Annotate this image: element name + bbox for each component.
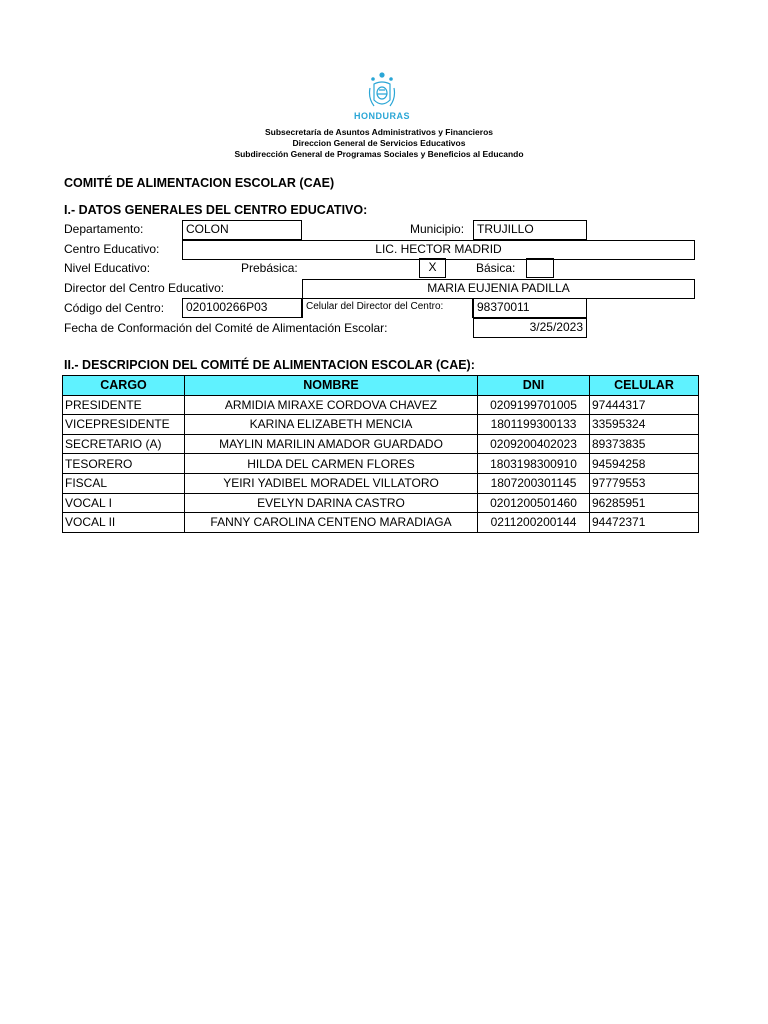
cargo-cell: VOCAL I	[63, 493, 185, 513]
cargo-cell: FISCAL	[63, 473, 185, 493]
celular-cell: 97779553	[590, 473, 699, 493]
table-row	[63, 434, 699, 454]
centro-field: LIC. HECTOR MADRID	[182, 240, 695, 260]
table-header-row	[63, 376, 699, 396]
dni-cell: 1803198300910	[478, 454, 590, 474]
fecha-field: 3/25/2023	[473, 318, 587, 338]
departamento-field: COLON	[182, 220, 302, 240]
nombre-cell: MAYLIN MARILIN AMADOR GUARDADO	[185, 434, 478, 454]
table-row	[63, 473, 699, 493]
cae-members-table	[62, 375, 699, 533]
basica-label: Básica:	[476, 261, 516, 275]
header-line-2: Direccion General de Servicios Educativos	[292, 138, 466, 148]
nombre-cell: YEIRI YADIBEL MORADEL VILLATORO	[185, 473, 478, 493]
fecha-label: Fecha de Conformación del Comité de Alimentación Escolar:	[64, 321, 388, 335]
director-label: Director del Centro Educativo:	[64, 281, 225, 295]
header-line-3: Subdirección General de Programas Sociales y Beneficios al Educando	[234, 149, 524, 159]
dni-cell: 0211200200144	[478, 513, 590, 533]
country-name: HONDURAS	[353, 111, 410, 121]
document-title: COMITÉ DE ALIMENTACION ESCOLAR (CAE)	[64, 176, 335, 190]
celular-cell: 94472371	[590, 513, 699, 533]
column-header-celular: CELULAR	[590, 376, 699, 396]
celular-director-label: Celular del Director del Centro:	[302, 298, 473, 318]
column-header-nombre: NOMBRE	[185, 376, 478, 396]
nombre-cell: HILDA DEL CARMEN FLORES	[185, 454, 478, 474]
nivel-label: Nivel Educativo:	[64, 261, 151, 275]
celular-director-field: 98370011	[473, 298, 587, 318]
celular-cell: 97444317	[590, 395, 699, 415]
dni-cell: 0209200402023	[478, 434, 590, 454]
municipio-field: TRUJILLO	[473, 220, 587, 240]
codigo-label: Código del Centro:	[64, 301, 165, 315]
table-row	[63, 493, 699, 513]
cargo-cell: SECRETARIO (A)	[63, 434, 185, 454]
column-header-cargo: CARGO	[63, 376, 185, 396]
cargo-cell: VICEPRESIDENTE	[63, 415, 185, 435]
centro-label: Centro Educativo:	[64, 242, 160, 256]
table-row	[63, 513, 699, 533]
nombre-cell: KARINA ELIZABETH MENCIA	[185, 415, 478, 435]
celular-cell: 89373835	[590, 434, 699, 454]
cargo-cell: VOCAL II	[63, 513, 185, 533]
dni-cell: 1801199300133	[478, 415, 590, 435]
cargo-cell: PRESIDENTE	[63, 395, 185, 415]
nombre-cell: EVELYN DARINA CASTRO	[185, 493, 478, 513]
dni-cell: 0209199701005	[478, 395, 590, 415]
celular-cell: 94594258	[590, 454, 699, 474]
table-row	[63, 454, 699, 474]
celular-cell: 33595324	[590, 415, 699, 435]
prebasica-label: Prebásica:	[241, 261, 298, 275]
celular-cell: 96285951	[590, 493, 699, 513]
cargo-cell: TESORERO	[63, 454, 185, 474]
prebasica-checkbox: X	[419, 258, 446, 278]
basica-checkbox	[526, 258, 554, 278]
table-row	[63, 415, 699, 435]
honduras-coat-of-arms-icon	[362, 70, 402, 114]
nombre-cell: ARMIDIA MIRAXE CORDOVA CHAVEZ	[185, 395, 478, 415]
table-row	[63, 395, 699, 415]
director-field: MARIA EUJENIA PADILLA	[302, 279, 695, 299]
section1-heading: I.- DATOS GENERALES DEL CENTRO EDUCATIVO:	[64, 203, 368, 217]
dni-cell: 0201200501460	[478, 493, 590, 513]
section2-heading: II.- DESCRIPCION DEL COMITÉ DE ALIMENTACION ESCOLAR (CAE):	[64, 358, 475, 372]
codigo-field: 020100266P03	[182, 298, 302, 318]
nombre-cell: FANNY CAROLINA CENTENO MARADIAGA	[185, 513, 478, 533]
departamento-label: Departamento:	[64, 222, 144, 236]
municipio-label: Municipio:	[410, 222, 465, 236]
column-header-dni: DNI	[478, 376, 590, 396]
header-line-1: Subsecretaría de Asuntos Administrativos y Financieros	[265, 127, 493, 137]
dni-cell: 1807200301145	[478, 473, 590, 493]
